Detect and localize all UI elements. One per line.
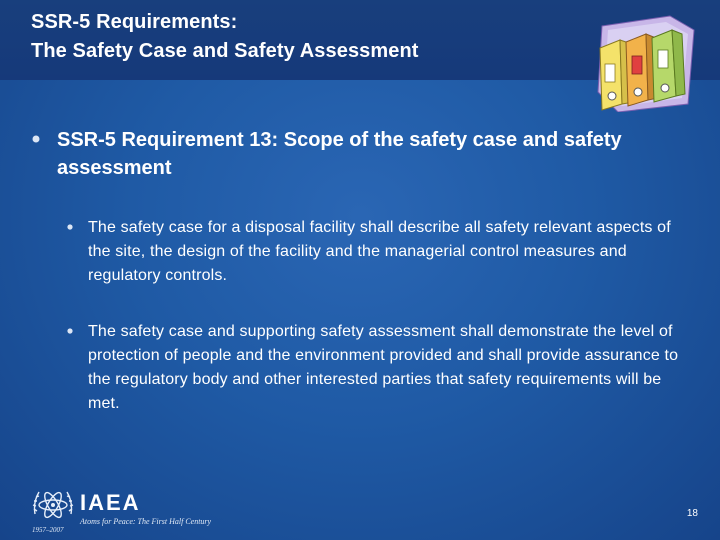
sub-bullet-text-1: The safety case for a disposal facility shall describe all safety relevant aspects of the site, the design of the facility and the managerial control measures and regulatory controls.: [88, 219, 671, 284]
iaea-logo-text: IAEA: [80, 490, 141, 515]
iaea-logo-tagline: Atoms for Peace: The First Half Century: [80, 517, 212, 526]
binders-icon: [592, 12, 704, 112]
page-number: 18: [686, 508, 698, 519]
slide-title-line-2: The Safety Case and Safety Assessment: [31, 40, 419, 62]
sub-bullet-text-2: The safety case and supporting safety assessment shall demonstrate the level of protection of people and the environment provided and shall provide assurance to the regulatory body and other interested parties that safety requirements will be met.: [88, 323, 679, 412]
main-bullet-icon: [32, 135, 40, 143]
iaea-atom-icon: [30, 484, 76, 526]
slide-title-line-1: SSR-5 Requirements:: [31, 11, 238, 33]
iaea-logo-years: 1957–2007: [32, 526, 64, 534]
main-bullet-text: SSR-5 Requirement 13: Scope of the safety case and safety assessment: [57, 129, 622, 179]
iaea-logo: [30, 484, 230, 538]
sub-bullet-icon: [67, 328, 73, 334]
sub-bullet-icon: [67, 224, 73, 230]
